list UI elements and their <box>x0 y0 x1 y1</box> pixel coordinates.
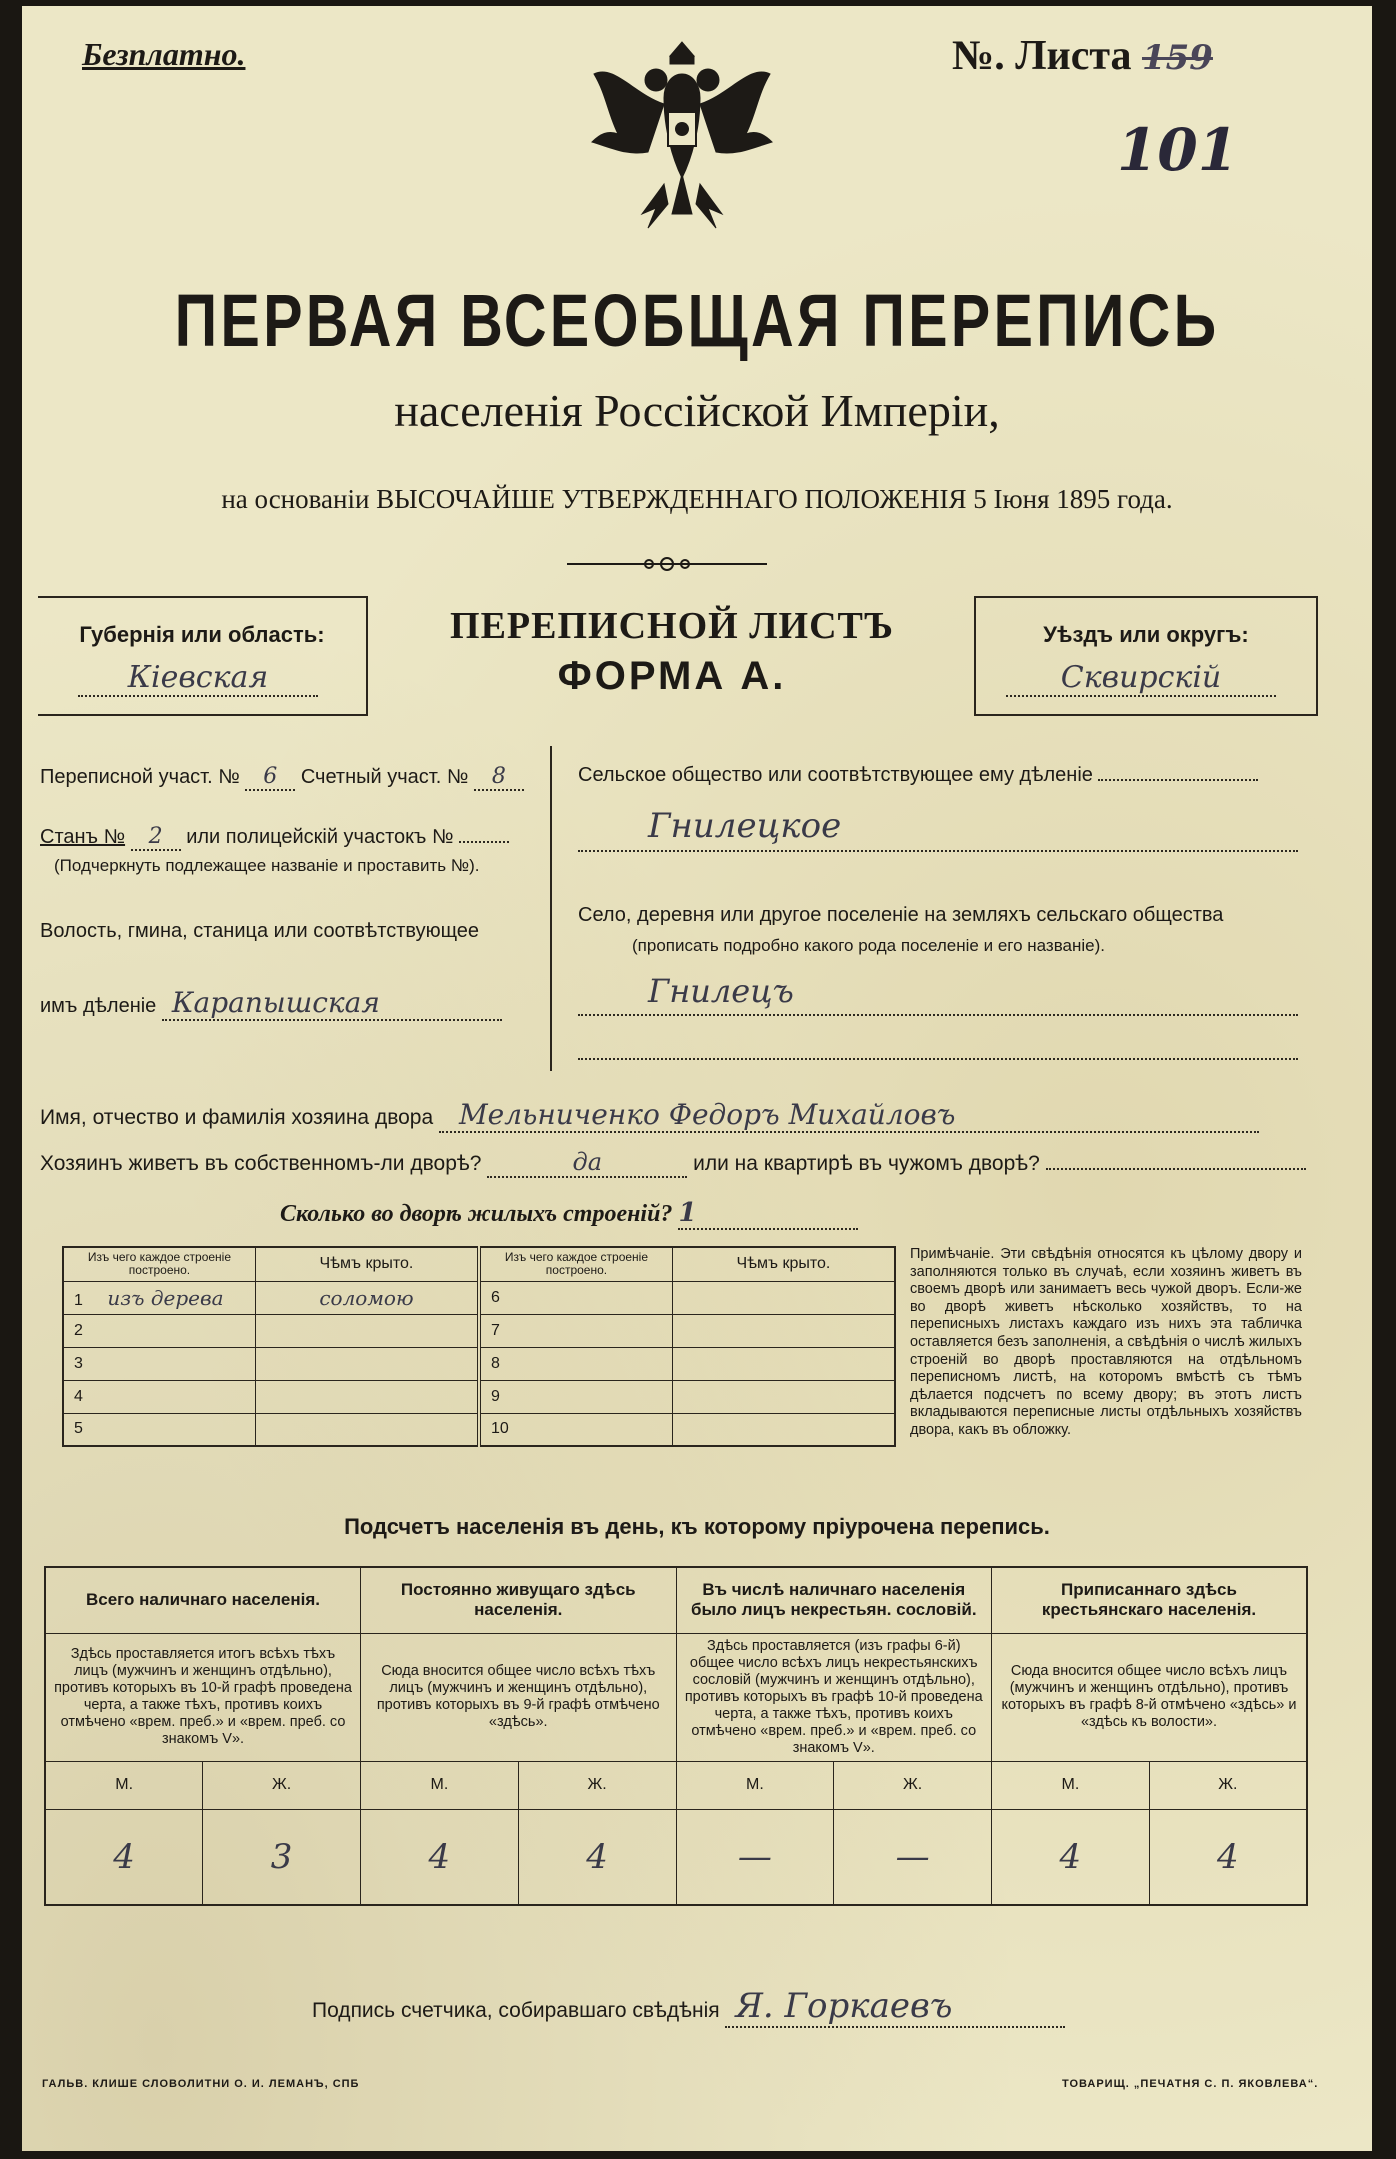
buildings-note: Примѣчаніе. Эти свѣдѣнія относятся къ цѣлому двору и заполняются только въ случаѣ, если хозяинъ живетъ въ своемъ дворѣ или занимаетъ весь чужой дворъ. Если-же во дворѣ живетъ нѣсколько хозяйствъ, то на переписныхъ листахъ каждаго изъ нихъ эта табличка оставляется безъ заполненія, а свѣдѣнія о числѣ жилыхъ строеній во дворѣ проставляются на отдѣльномъ переписномъ листѣ, на которомъ вмѣстѣ съ тѣмъ дѣлается подсчетъ по всему двору; въ этотъ листъ вкладываются переписные листы отдѣльныхъ хозяйствъ двора, какъ въ обложку. <box>910 1246 1302 1438</box>
free-label: Безплатно. <box>82 36 246 72</box>
stan-row <box>40 824 509 851</box>
sheet-number-handwritten: 101 <box>1117 116 1239 184</box>
printer-right: ТОВАРИЩ. „ПЕЧАТНЯ С. П. ЯКОВЛЕВА“. <box>1062 2078 1319 2090</box>
row-number: 10 <box>490 1420 509 1438</box>
tally-desc-peasant: Сюда вносится общее число всѣхъ лицъ (мужчинъ и женщинъ отдѣльно), противъ которыхъ въ графѣ 8-й отмѣчено «здѣсь» и «здѣсь къ волости». <box>992 1633 1308 1761</box>
tally-head-peasant: Приписаннаго здѣсь крестьянскаго населенія. <box>992 1567 1308 1633</box>
village-value[interactable]: Гнилецъ <box>578 972 1298 1016</box>
volost-value[interactable]: Карапышская <box>162 986 502 1021</box>
tally-f-label: Ж. <box>834 1761 992 1809</box>
society-label: Сельское общество или соотвѣтствующее ему дѣленіе <box>578 764 1093 786</box>
col-material-left: Изъ чего каждое строеніе построено. <box>63 1247 255 1281</box>
buildings-table <box>62 1246 896 1447</box>
tally-f-label: Ж. <box>518 1761 676 1809</box>
row-number: 5 <box>74 1420 83 1438</box>
tally-desc-permanent: Сюда вносится общее число всѣхъ тѣхъ лицъ (мужчинъ и женщинъ отдѣльно), противъ которыхъ въ 9-й графѣ отмѣчено «здѣсь». <box>361 1633 677 1761</box>
police-label: или полицейскій участокъ № <box>186 826 454 848</box>
buildings-question: Сколько во дворѣ жилыхъ строеній? <box>280 1201 673 1227</box>
tally-permanent-m[interactable]: 4 <box>361 1809 519 1905</box>
stan-value[interactable]: 2 <box>131 824 181 851</box>
material-value: изъ дерева <box>107 1285 224 1310</box>
sheet-number-label-text: №. Листа <box>952 33 1132 79</box>
roof-value[interactable] <box>255 1314 479 1347</box>
legal-basis: на основаніи ВЫСОЧАЙШЕ УТВЕРЖДЕННАГО ПОЛОЖЕНІЯ 5 Іюня 1895 года. <box>221 484 1173 514</box>
buildings-question-row <box>280 1198 858 1230</box>
owner-name-row <box>40 1098 1259 1133</box>
village-note: (прописать подробно какого рода поселеніе и его названіе). <box>632 936 1106 955</box>
form-subtitle: ФОРМА А. <box>557 654 787 698</box>
province-box <box>38 596 368 716</box>
imperial-eagle-icon <box>582 34 782 244</box>
roof-value[interactable] <box>672 1380 895 1413</box>
signature-label: Подпись счетчика, собиравшаго свѣдѣнія <box>312 1999 720 2022</box>
roof-value[interactable] <box>255 1413 479 1446</box>
tally-desc-non-peasant: Здѣсь проставляется (изъ графы 6-й) общее число всѣхъ лицъ некрестьянскихъ сословій (мужчинъ и женщинъ отдѣльно), противъ которыхъ въ графѣ 10-й проведена черта, а также тѣхъ, противъ коихъ отмѣчено «врем. преб.» и «врем. преб. со знакомъ V». <box>676 1633 992 1761</box>
society-line <box>1098 779 1258 781</box>
tally-title: Подсчетъ населенія въ день, къ которому пріурочена перепись. <box>344 1514 1050 1539</box>
tally-f-label: Ж. <box>203 1761 361 1809</box>
table-row <box>63 1281 895 1314</box>
roof-value[interactable] <box>255 1380 479 1413</box>
tally-present-f[interactable]: 3 <box>203 1809 361 1905</box>
tally-f-label: Ж. <box>1149 1761 1307 1809</box>
district-label: Уѣздъ или округъ: <box>1043 622 1249 647</box>
ornament-divider-icon <box>567 554 767 574</box>
village-extra-line <box>578 1058 1298 1060</box>
row-number: 3 <box>74 1354 83 1372</box>
district-box <box>974 596 1318 716</box>
district-value[interactable]: Сквирскій <box>1006 660 1276 697</box>
row-number: 6 <box>490 1288 500 1306</box>
table-row <box>63 1347 895 1380</box>
row-right-7[interactable] <box>479 1314 672 1347</box>
tally-head-present: Всего наличнаго населенія. <box>45 1567 361 1633</box>
province-value[interactable]: Кіевская <box>78 660 318 697</box>
tally-m-label: М. <box>45 1761 203 1809</box>
volost-label-2: имъ дѣленіе <box>40 995 157 1017</box>
tally-desc-present: Здѣсь проставляется итогъ всѣхъ тѣхъ лицъ (мужчинъ и женщинъ отдѣльно), противъ которыхъ въ 10-й графѣ проведена черта, а также тѣхъ, противъ коихъ отмѣчено «врем. преб.» и «врем. преб. со знакомъ V». <box>45 1633 361 1761</box>
owner-lives-value[interactable]: да <box>487 1148 687 1178</box>
table-row <box>63 1314 895 1347</box>
counting-section-label: Счетный участ. № <box>300 766 469 788</box>
row-left-2[interactable] <box>63 1314 255 1347</box>
sheet-number-crossed: 159 <box>1141 38 1213 78</box>
tally-desc-row <box>45 1633 1307 1761</box>
tally-m-label: М. <box>676 1761 834 1809</box>
volost-row <box>40 986 502 1021</box>
buildings-answer[interactable]: 1 <box>678 1198 858 1230</box>
village-label: Село, деревня или другое поселеніе на земляхъ сельскаго общества <box>578 904 1224 926</box>
tally-table <box>44 1566 1308 1906</box>
owner-lives-row <box>40 1148 1306 1178</box>
tally-sex-row <box>45 1761 1307 1809</box>
row-number: 2 <box>74 1321 83 1339</box>
roof-value[interactable]: соломою <box>255 1281 479 1314</box>
table-row <box>63 1380 895 1413</box>
col-roof-left: Чѣмъ крыто. <box>255 1247 479 1281</box>
row-left-3[interactable] <box>63 1347 255 1380</box>
police-note: (Подчеркнуть подлежащее названіе и проставить №). <box>54 856 480 875</box>
tally-present-m[interactable]: 4 <box>45 1809 203 1905</box>
volost-label: Волость, гмина, станица или соотвѣтствующее <box>40 920 480 942</box>
counting-section-value[interactable]: 8 <box>474 764 524 791</box>
tally-non-peasant-m[interactable]: — <box>676 1809 834 1905</box>
stan-label: Станъ № <box>40 826 126 848</box>
subtitle: населенія Россійской Имперіи, <box>394 385 1000 436</box>
row-left-5[interactable] <box>63 1413 255 1446</box>
signature-value[interactable]: Я. Горкаевъ <box>725 1986 1065 2028</box>
table-row <box>63 1413 895 1446</box>
printer-left: ГАЛЬВ. КЛИШЕ СЛОВОЛИТНИ О. И. ЛЕМАНЪ, СПБ <box>42 2078 360 2090</box>
province-label: Губернія или область: <box>79 622 325 647</box>
police-value[interactable] <box>459 841 509 843</box>
census-sheet <box>22 6 1372 2151</box>
society-row <box>578 764 1258 787</box>
tally-peasant-m[interactable]: 4 <box>992 1809 1150 1905</box>
row-number: 4 <box>74 1387 83 1405</box>
tally-non-peasant-f[interactable]: — <box>834 1809 992 1905</box>
owner-rent-value[interactable] <box>1046 1168 1306 1170</box>
tally-value-row <box>45 1809 1307 1905</box>
owner-rent-label: или на квартирѣ въ чужомъ дворѣ? <box>693 1152 1040 1175</box>
owner-lives-label: Хозяинъ живетъ въ собственномъ-ли дворѣ? <box>40 1152 482 1175</box>
owner-name-value[interactable]: Мельниченко Федоръ Михайловъ <box>439 1098 1259 1133</box>
roof-value[interactable] <box>672 1281 895 1314</box>
sheet-number-label <box>952 32 1213 80</box>
row-right-8[interactable] <box>479 1347 672 1380</box>
row-number: 8 <box>490 1354 500 1372</box>
section-divider <box>550 746 552 1071</box>
roof-value[interactable] <box>255 1347 479 1380</box>
col-roof-right: Чѣмъ крыто. <box>672 1247 895 1281</box>
row-number: 1 <box>74 1291 83 1309</box>
row-number: 7 <box>490 1321 500 1339</box>
census-section-row <box>40 764 524 791</box>
col-material-right: Изъ чего каждое строеніе построено. <box>479 1247 672 1281</box>
census-section-value[interactable]: 6 <box>245 764 295 791</box>
census-section-label: Переписной участ. № <box>40 766 240 788</box>
roof-value[interactable] <box>672 1347 895 1380</box>
roof-value[interactable] <box>672 1413 895 1446</box>
tally-m-label: М. <box>361 1761 519 1809</box>
roof-value[interactable] <box>672 1314 895 1347</box>
buildings-table-header <box>63 1247 895 1281</box>
row-left-1[interactable] <box>63 1281 255 1314</box>
tally-head-non-peasant: Въ числѣ наличнаго населенія было лицъ некрестьян. сословій. <box>676 1567 992 1633</box>
owner-name-label: Имя, отчество и фамилія хозяина двора <box>40 1106 434 1129</box>
society-value[interactable]: Гнилецкое <box>578 806 1298 852</box>
row-right-9[interactable] <box>479 1380 672 1413</box>
tally-m-label: М. <box>992 1761 1150 1809</box>
row-left-4[interactable] <box>63 1380 255 1413</box>
row-right-10[interactable] <box>479 1413 672 1446</box>
signature-row <box>312 1986 1065 2028</box>
tally-head-row <box>45 1567 1307 1633</box>
tally-peasant-f[interactable]: 4 <box>1149 1809 1307 1905</box>
row-number: 9 <box>490 1387 500 1405</box>
form-title: ПЕРЕПИСНОЙ ЛИСТЪ <box>450 605 894 647</box>
tally-permanent-f[interactable]: 4 <box>518 1809 676 1905</box>
row-right-6[interactable] <box>479 1281 672 1314</box>
tally-head-permanent: Постоянно живущаго здѣсь населенія. <box>361 1567 677 1633</box>
main-title: ПЕРВАЯ ВСЕОБЩАЯ ПЕРЕПИСЬ <box>174 279 1220 362</box>
